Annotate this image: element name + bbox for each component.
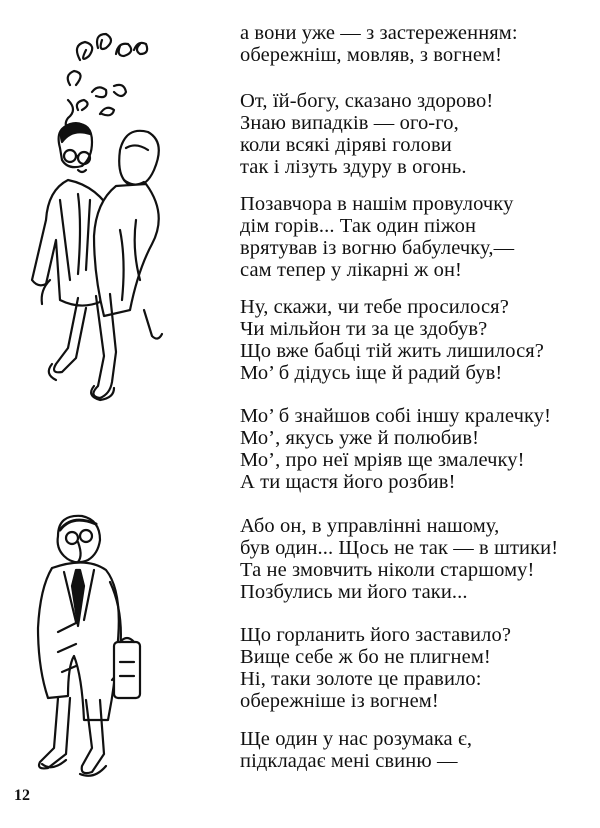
poem-line: Та не змовчить ніколи старшому! xyxy=(240,559,535,581)
man-with-briefcase-illustration xyxy=(28,512,158,784)
stanza-4 xyxy=(240,296,544,384)
poem-line: А ти щастя його розбив! xyxy=(240,471,456,493)
poem-line: врятував із вогню бабулечку,— xyxy=(240,237,515,259)
page-number: 12 xyxy=(14,787,30,804)
poem-line: Чи мільйон ти за це здобув? xyxy=(240,318,488,340)
poem-line: Ще один у нас розумака є, xyxy=(240,728,473,750)
poem-line: Мо’, про неї мріяв ще змалечку! xyxy=(240,449,525,471)
poem-line: дім горів... Так один піжон xyxy=(240,215,477,237)
poem-line: обережніше із вогнем! xyxy=(240,690,439,712)
poem-line: Мо’, якусь уже й полюбив! xyxy=(240,427,480,449)
poem-line: Що горланить його заставило? xyxy=(240,624,512,646)
stanza-6 xyxy=(240,515,558,603)
man-carrying-grandmother-illustration xyxy=(20,30,170,405)
poem-line: обережніш, мовляв, з вогнем! xyxy=(240,44,503,66)
stanza-7 xyxy=(240,624,511,712)
poem-line: От, їй-богу, сказано здорово! xyxy=(240,90,494,112)
poem-line: Або он, в управлінні нашому, xyxy=(240,515,500,537)
poem-line: Мо’ б дідусь іще й радий був! xyxy=(240,362,503,384)
poem-line: Позавчора в нашім провулочку xyxy=(240,193,514,215)
poem-line: так і лізуть здуру в огонь. xyxy=(240,156,467,178)
poem-line: Знаю випадків — ого-го, xyxy=(240,112,459,134)
stanza-8 xyxy=(240,728,472,772)
stanza-5 xyxy=(240,405,551,493)
poem-line: підкладає мені свиню — xyxy=(240,750,458,772)
poem-line: Вище себе ж бо не плигнем! xyxy=(240,646,491,668)
stanza-2 xyxy=(240,90,493,178)
poem-line: Ні, таки золоте це правило: xyxy=(240,668,482,690)
poem-line: коли всякі діряві голови xyxy=(240,134,452,156)
poem-line: а вони уже — з застереженням: xyxy=(240,22,518,44)
stanza-1 xyxy=(240,22,518,66)
stanza-3 xyxy=(240,193,514,281)
poem-line: сам тепер у лікарні ж он! xyxy=(240,259,462,281)
poem-line: Позбулись ми його таки... xyxy=(240,581,468,603)
poem-line: Мо’ б знайшов собі іншу кралечку! xyxy=(240,405,552,427)
poem-line: Ну, скажи, чи тебе просилося? xyxy=(240,296,509,318)
poem-line: був один... Щось не так — в штики! xyxy=(240,537,559,559)
poem-line: Що вже бабці тій жить лишилося? xyxy=(240,340,545,362)
